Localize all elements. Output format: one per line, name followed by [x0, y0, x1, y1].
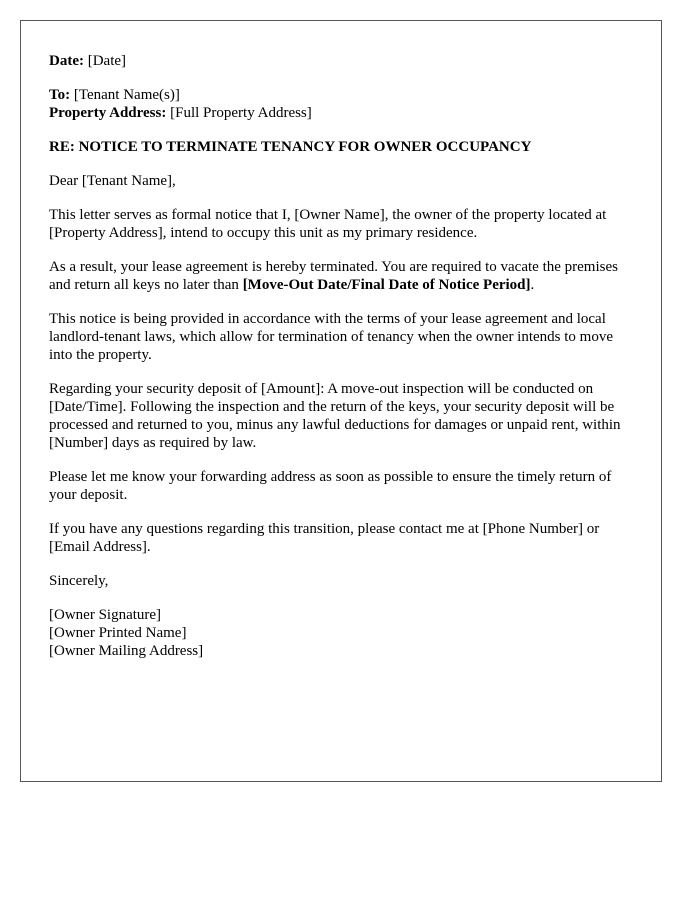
recipient-block [49, 86, 632, 122]
letter-document [20, 20, 662, 782]
date-value: [Date] [87, 53, 127, 69]
salutation: Dear [Tenant Name], [49, 173, 176, 189]
to-label: To: [49, 87, 71, 103]
property-label: Property Address: [49, 105, 167, 121]
paragraph-legal: This notice is being provided in accordance with the terms of your lease agreement and local landlord-tenant laws, which allow for termination of tenancy when the owner intends to move into the property. [49, 311, 614, 363]
signature-block [49, 606, 632, 660]
owner-signature: [Owner Signature] [49, 607, 162, 623]
paragraph-termination [49, 258, 632, 294]
closing: Sincerely, [49, 573, 109, 589]
owner-mailing-address: [Owner Mailing Address] [49, 643, 204, 659]
paragraph-contact: If you have any questions regarding this transition, please contact me at [Phone Number] or [Email Address]. [49, 521, 600, 555]
paragraph-forwarding: Please let me know your forwarding address as soon as possible to ensure the timely return of your deposit. [49, 469, 612, 503]
paragraph-notice: This letter serves as formal notice that I, [Owner Name], the owner of the property located at [Property Address], intend to occupy this unit as my primary residence. [49, 207, 607, 241]
move-out-date: [Move-Out Date/Final Date of Notice Period] [242, 277, 531, 293]
p2-text: As a result, your lease agreement is hereby terminated. You are required to vacate the premises and return all keys no later than [49, 259, 618, 293]
owner-printed-name: [Owner Printed Name] [49, 625, 187, 641]
to-value: [Tenant Name(s)] [73, 87, 180, 103]
date-label: Date: [49, 53, 84, 69]
paragraph-deposit: Regarding your security deposit of [Amount]: A move-out inspection will be conducted on [Date/Time]. Following the inspection and the return of the keys, your security deposit will be processed and returned to you, minus any lawful deductions for damages or unpaid rent, within [Number] days as required by law. [49, 381, 621, 451]
p2-end: . [530, 277, 535, 293]
subject-text: RE: NOTICE TO TERMINATE TENANCY FOR OWNER OCCUPANCY [49, 139, 532, 155]
property-value: [Full Property Address] [170, 105, 312, 121]
subject-line [49, 138, 632, 156]
date-line [49, 52, 632, 70]
